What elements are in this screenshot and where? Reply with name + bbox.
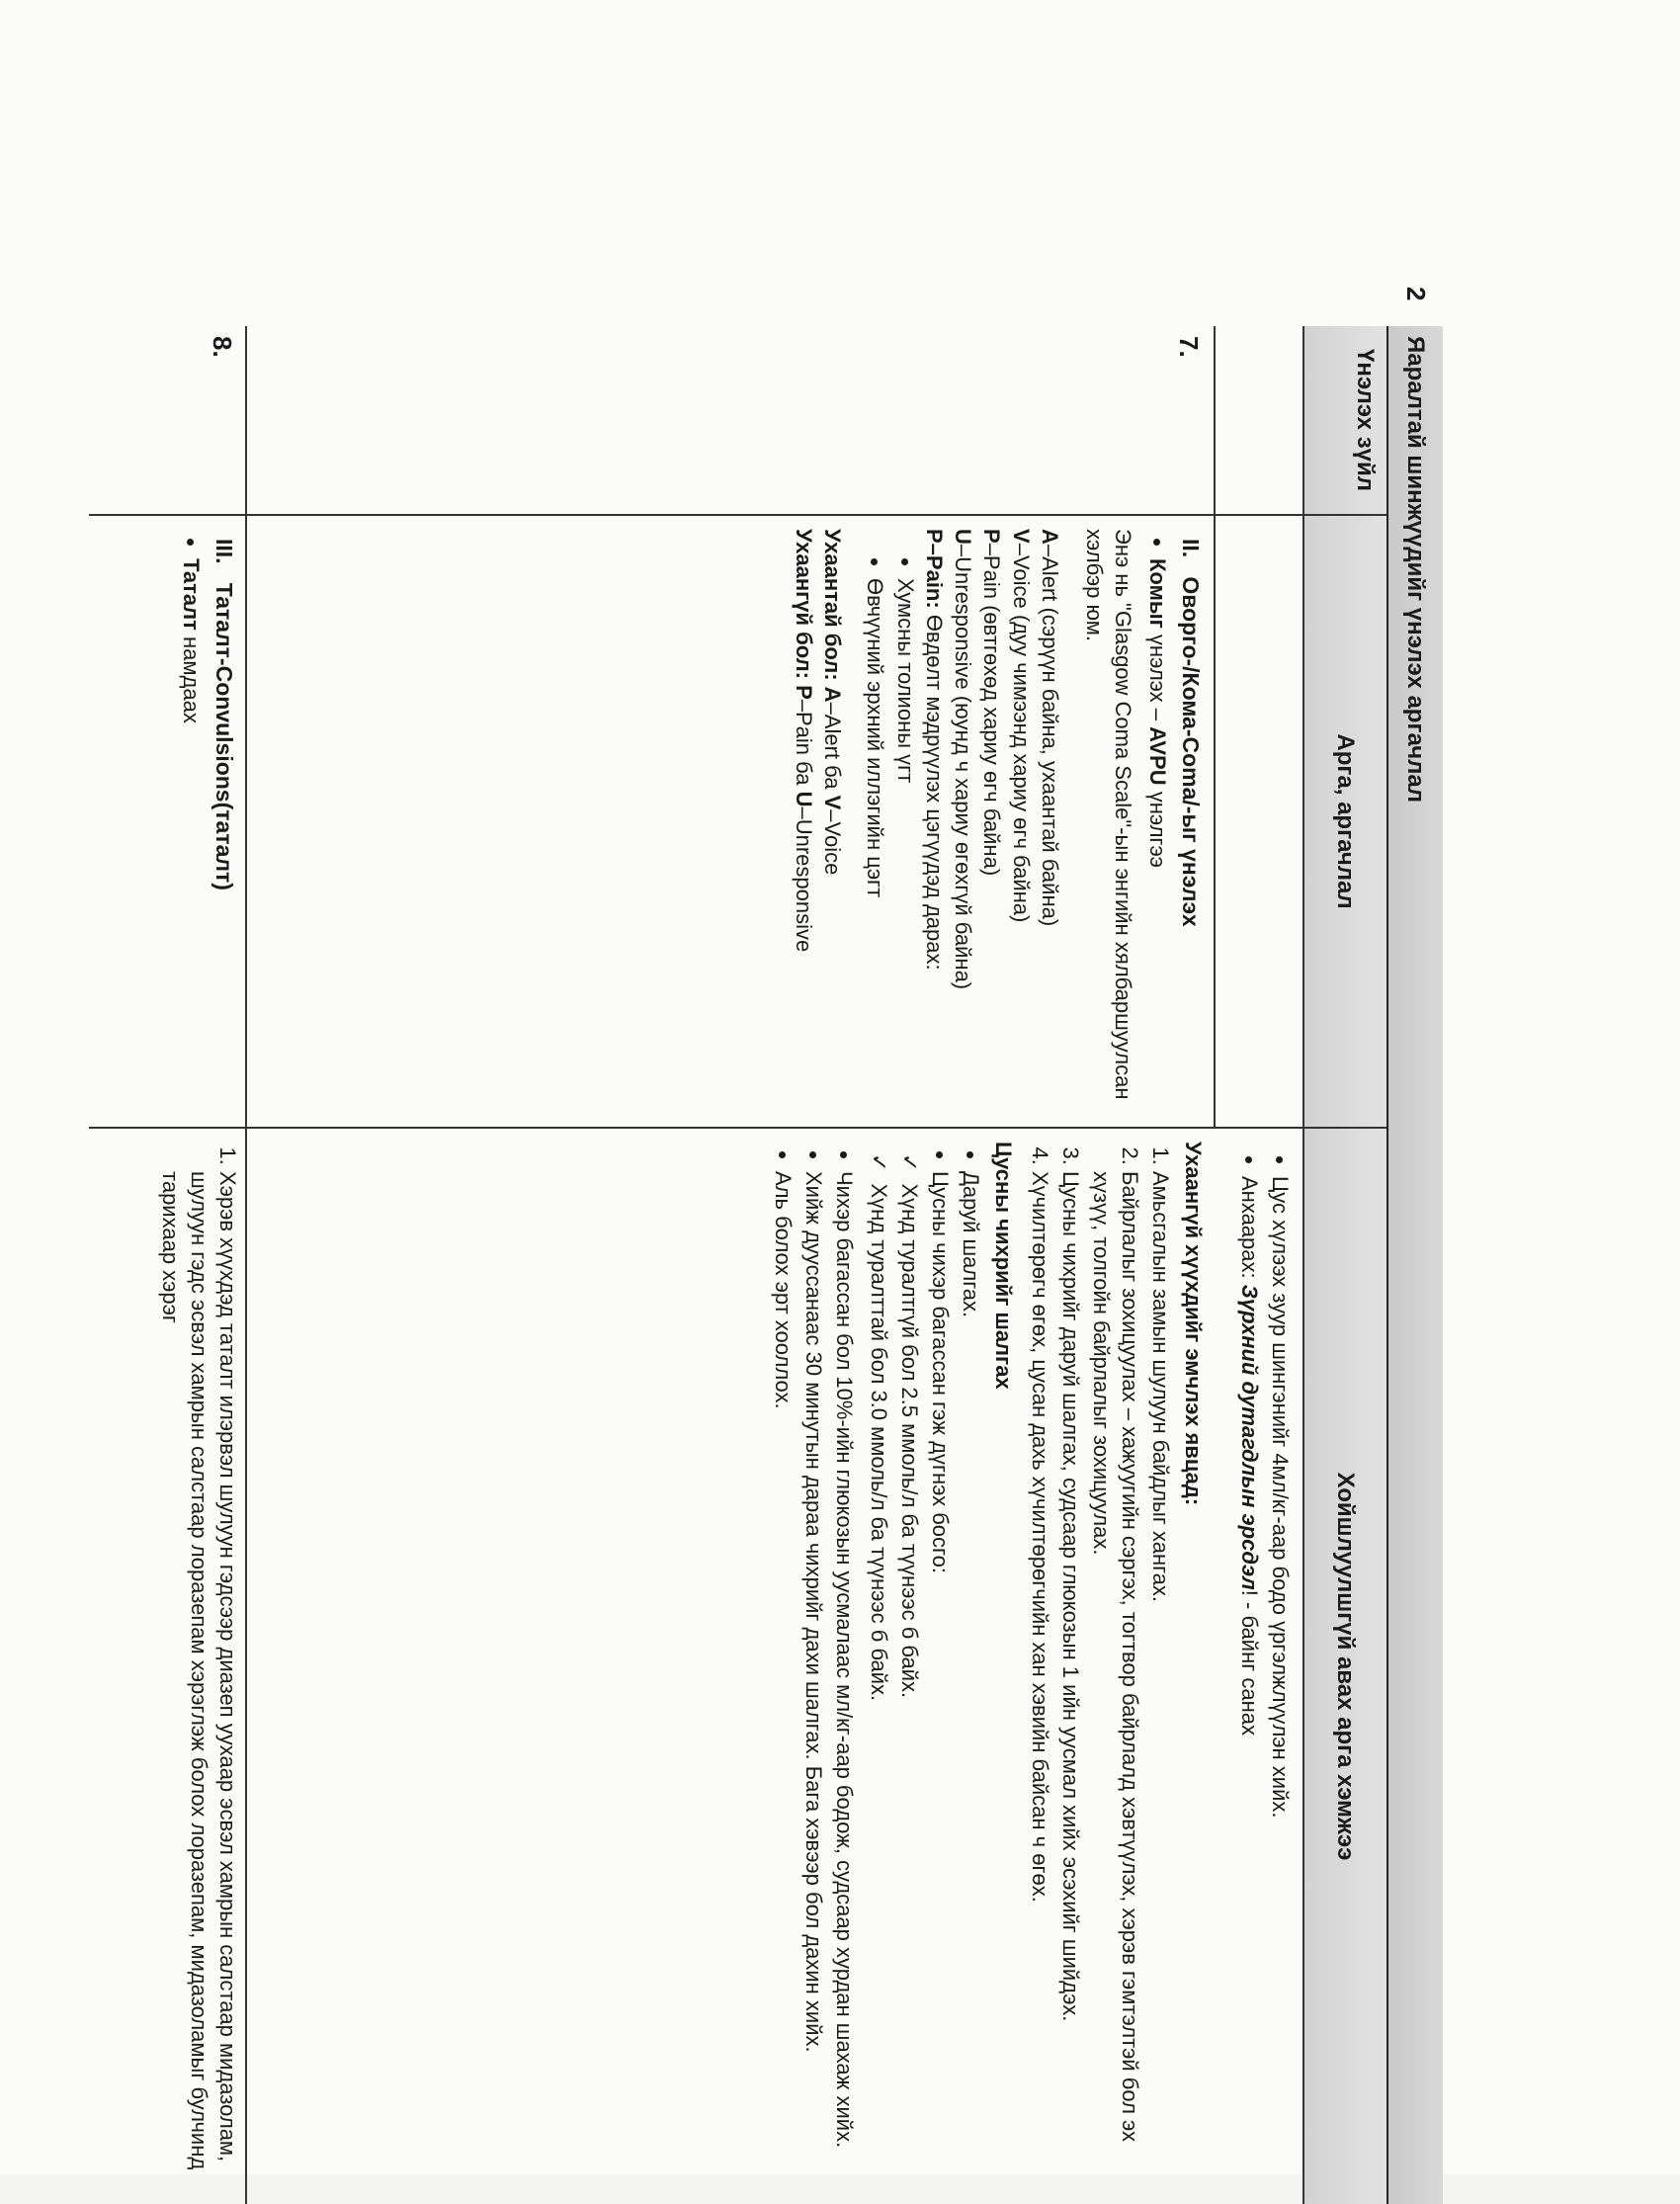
row-number: 7. xyxy=(1174,336,1204,358)
list-item: 1. Хэрэв хүүхдэд таталт илэрвэл шулуун гэдсээр диазеп уухаар эсвэл хамрын салстаар мидазолам, шулуун гэдс эсвэл хамрын салстаар лоразепам хэрэглэж болох лоразепам, мидазоламыг булчинд тарихаар хэрэг xyxy=(156,1171,242,2189)
row-divider xyxy=(1302,326,1304,2204)
convulsion-measures-cell xyxy=(154,1142,242,2189)
pain-instruction: P–Pain: Өвдөлт мэдрүүлэх цэгүүдэд дарах: xyxy=(922,529,948,971)
section-title-band xyxy=(1386,287,1443,2204)
avpu-line: P–Pain (өвтгөхөд хариу өгч байна) xyxy=(979,529,1005,877)
blood-sugar-heading: Цусны чихрийг шалгах xyxy=(990,1142,1016,1390)
section-number: 2 xyxy=(1401,287,1431,301)
row-divider xyxy=(245,326,247,2204)
avpu-line: V–Voice (дуу чимээнд хариу өгч байна) xyxy=(1008,529,1034,923)
list-item: 2. Байрлалыг зохицуулах – хажуугийн сэргэх, тогтвор байрлалд хэвтүүлэх, хэрэв гэмтэлтэй бол эх хүзүү, толгойн байрлалыг зохицуулах. xyxy=(1087,1171,1144,2189)
check-item: ✓ Хүнд туралттай бол 3.0 ммоль/л ба түүнээс б байх. xyxy=(865,1181,893,2189)
list-item: • Анхаарах: Зүрхний дутагдлын эрсдэл! - байнг санах xyxy=(1235,1176,1264,2184)
header-urgent-measures: Хойшлуулшгүй авах арга хэмжээ xyxy=(1332,1472,1359,1861)
column-divider xyxy=(89,514,1386,516)
list-item: • Хийж дууссанаас 30 минутын дараа чихрийг даxи шалгах. Бага хэвээр бол дахин хийх. xyxy=(799,1171,828,2189)
header-assessment: Үнэлэх зүйл xyxy=(1352,349,1379,491)
list-item: • Цусны чихэр багассан гэж дүгнэх босго: xyxy=(926,1171,955,2189)
coma-measures-cell xyxy=(767,1142,1208,2189)
rotated-table-page xyxy=(89,287,1443,2204)
table-header-row xyxy=(1304,326,1386,2204)
list-item: 3. Цусны чихрийг даруй шалгах, судсаар глюкозын 1 ийн уусмал хийх эсэхийг шийдэх. xyxy=(1056,1171,1085,2189)
list-item: • Таталт намдаах xyxy=(177,558,206,1117)
list-item: • Комыг үнэлэх – AVPU үнэлгээ xyxy=(1143,558,1172,1117)
section-heading: III. Таталт-Convulsions(таталт) xyxy=(211,539,237,890)
avpu-line: U–Unresponsive (юунд ч хариу өгөхгүй байна) xyxy=(951,529,976,990)
avpu-line: A–Alert (сэрүүн байна, ухаантай байна) xyxy=(1037,529,1062,927)
row-divider xyxy=(1214,326,1216,1127)
list-item: • Цус хүлээх зуур шингэнийг 4мл/кг-аар бодо үргэлжлүүлэн хийх. xyxy=(1266,1176,1295,2184)
convulsion-method-cell xyxy=(175,529,239,1117)
row-number: 8. xyxy=(208,336,237,358)
list-item: • Аль болох эрт хооллох. xyxy=(769,1171,798,2189)
warning-emphasis: Зүрхний дутагдлын эрсдэл xyxy=(1236,1284,1262,1590)
list-item: • Өвчүүний эрхний иллэгийн цэгт xyxy=(861,578,889,1117)
header-method: Арга, аргачлал xyxy=(1332,733,1359,909)
conscious-line: Ухаантай бол: A–Alert ба V–Voice xyxy=(820,529,846,876)
list-item: • Чихэр багассан бол 10%-ийн глюкозын уусмалаас мл/кг-аар бодож, судсаар хурдан шахаж хийх. xyxy=(830,1171,859,2189)
coma-method-cell xyxy=(790,529,1206,1117)
check-item: ✓ Хүнд туралтгүй бол 2.5 ммоль/л ба түүнээс б байх. xyxy=(895,1181,924,2189)
list-item: • Хумсны толионы үгт xyxy=(891,578,920,1117)
column-divider xyxy=(89,1127,1386,1129)
list-item: • Даруй шалгах. xyxy=(957,1171,985,2189)
section-heading: II. Оворго-/Кома-Coma/-ыг үнэлэх xyxy=(1178,539,1204,927)
unconscious-line: Ухаангүй бол: P–Pain ба U–Unresponsive xyxy=(792,529,817,953)
measures-heading: Ухаангүй хүүхдийг эмчлэх явцад: xyxy=(1181,1142,1206,1506)
list-item: 1. Амьсгалын замын шулуун байдлыг хангах. xyxy=(1146,1171,1175,2189)
list-item: 4. Хүчилтөрөгч өгөх, цусан дахь хүчилтөрөгчийн хан хэвийн байсан ч өгөх. xyxy=(1026,1171,1054,2189)
continuation-cell xyxy=(1233,1146,1295,2184)
section-title: Яаралтай шинжүүдийг үнэлэх аргачлал xyxy=(1402,336,1429,803)
gcs-note: Энэ нь "Glasgow Coma Scale"-ын энгийн хялбаршуулсан хэлбэр юм. xyxy=(1081,529,1135,1100)
